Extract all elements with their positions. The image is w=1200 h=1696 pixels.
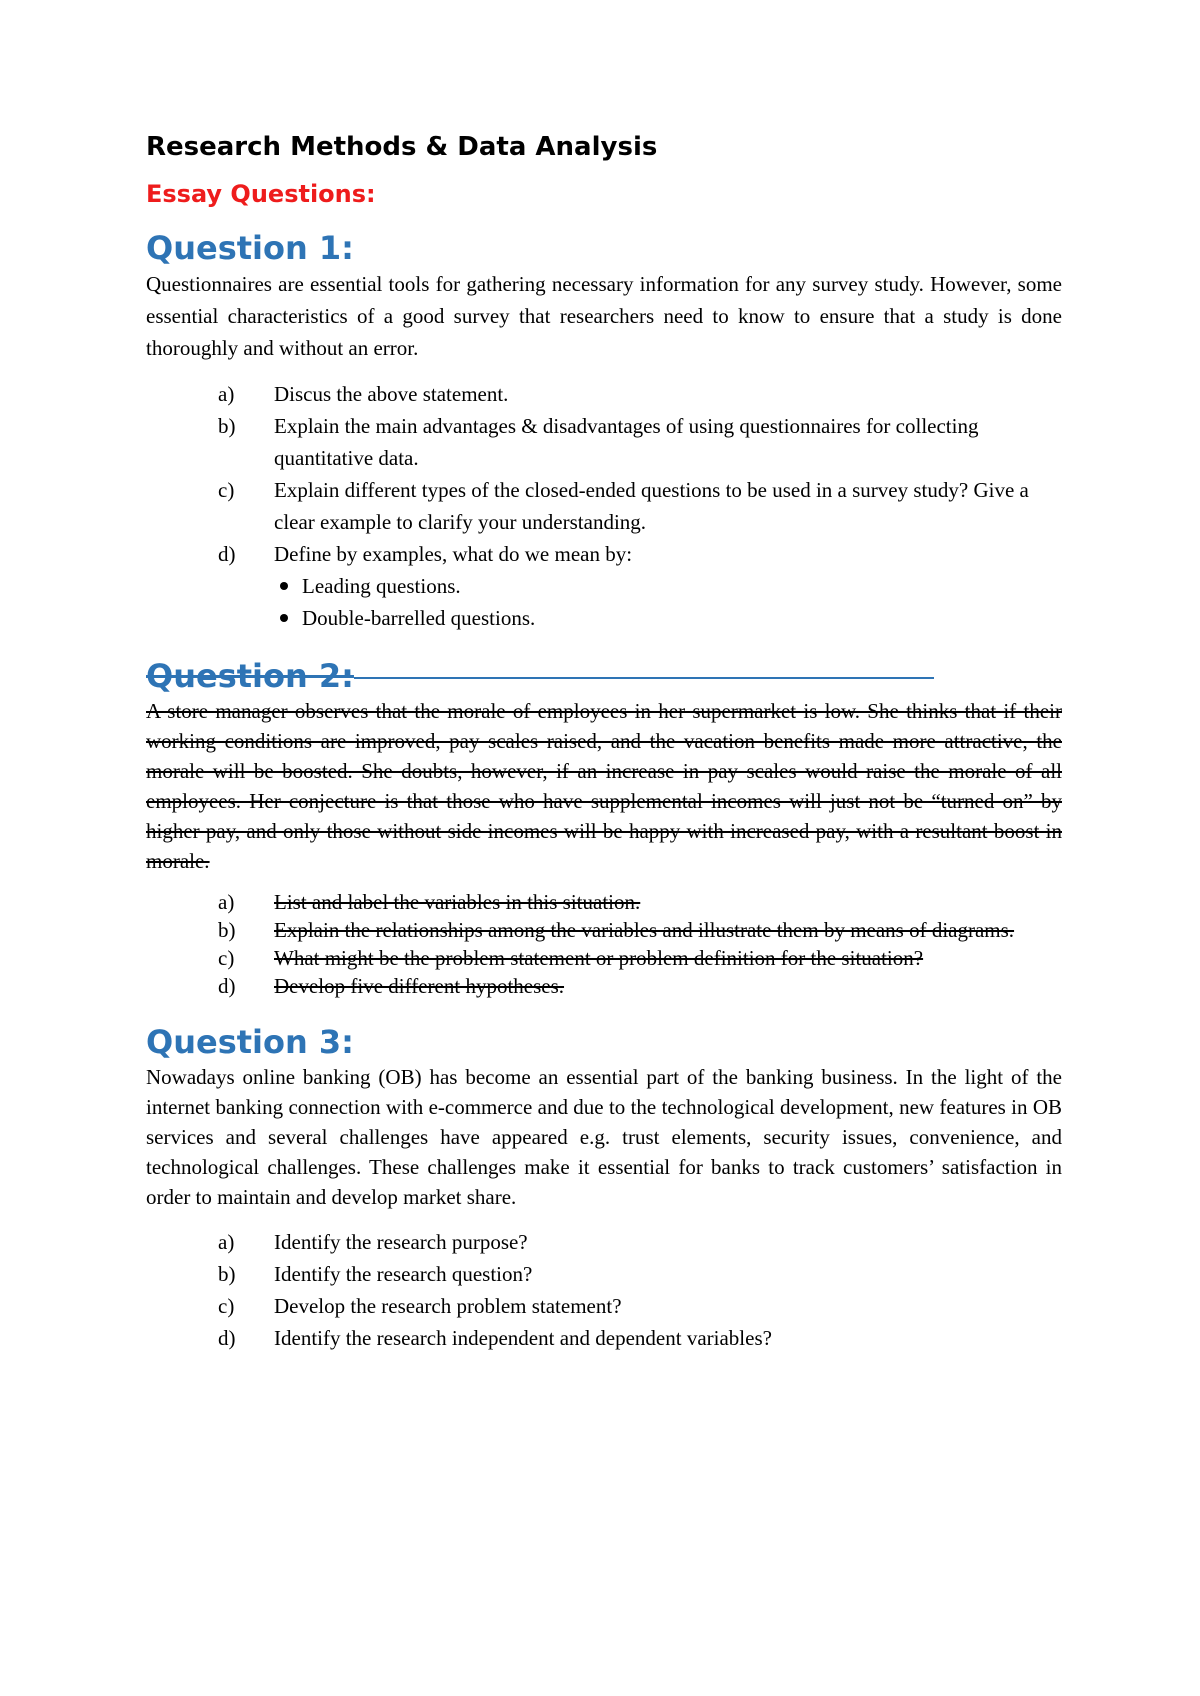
list-item-text: Develop the research problem statement?: [274, 1294, 622, 1318]
list-marker: a): [218, 890, 235, 914]
list-item: [146, 888, 1062, 916]
question-3-section: [146, 1022, 1062, 1354]
heading-strike-line: [354, 677, 934, 679]
list-item: [146, 944, 1062, 972]
list-item-text: List and label the variables in this situation.: [274, 890, 641, 914]
question-2-list: [146, 888, 1062, 1000]
list-marker: d): [218, 542, 236, 566]
question-3-list: [146, 1226, 1062, 1354]
list-item-text: Explain the main advantages & disadvantages of using questionnaires for collecting quantitative data.: [274, 414, 979, 470]
list-item-text: Explain different types of the closed-ended questions to be used in a survey study? Give a clear example to clarify your understanding.: [274, 478, 1029, 534]
list-marker: c): [218, 1294, 235, 1318]
list-marker: d): [218, 974, 236, 998]
question-2-section: [146, 656, 1062, 1000]
list-item: [146, 1290, 1062, 1322]
list-item-text: Develop five different hypotheses.: [274, 974, 565, 998]
essay-questions-subtitle: Essay Questions:: [146, 180, 376, 208]
question-2-heading-text: Question 2:: [146, 657, 354, 695]
list-item: [146, 916, 1062, 944]
question-1-bullets: [146, 570, 1062, 634]
question-1-section: [146, 228, 1062, 634]
list-item: [146, 1322, 1062, 1354]
bullet-item: [146, 602, 1062, 634]
list-item-text: Discus the above statement.: [274, 382, 509, 406]
question-2-heading: [146, 656, 1062, 696]
list-item: [146, 378, 1062, 410]
bullet-icon: [280, 582, 288, 590]
list-marker: a): [218, 1230, 235, 1254]
document-page: [146, 130, 1062, 1354]
question-1-list: [146, 378, 1062, 570]
list-item-text: Define by examples, what do we mean by:: [274, 542, 633, 566]
document-title: Research Methods & Data Analysis: [146, 132, 658, 162]
bullet-item: [146, 570, 1062, 602]
question-1-heading: Question 1:: [146, 229, 354, 267]
bullet-icon: [280, 614, 288, 622]
list-marker: a): [218, 382, 235, 406]
bullet-text: Double-barrelled questions.: [302, 606, 536, 630]
list-item-text: Identify the research independent and dependent variables?: [274, 1326, 772, 1350]
list-item: [146, 1258, 1062, 1290]
list-item-text: What might be the problem statement or problem definition for the situation?: [274, 946, 924, 970]
list-marker: b): [218, 1262, 236, 1286]
question-2-body: A store manager observes that the morale of employees in her supermarket is low. She thinks that if their working conditions are improved, pay scales raised, and the vacation benefits made more attractive, the morale will be boosted. She doubts, however, if an increase in pay scales would raise the morale of all employees. Her conjecture is that those who have supplemental incomes will just not be “turned on” by higher pay, and only those without side incomes will be happy with increased pay, with a resultant boost in morale.: [146, 699, 1062, 873]
list-item: [146, 1226, 1062, 1258]
list-marker: b): [218, 414, 236, 438]
question-1-body: Questionnaires are essential tools for gathering necessary information for any survey study. However, some essential characteristics of a good survey that researchers need to know to ensure that a study is done thoroughly and without an error.: [146, 272, 1062, 360]
list-item: [146, 474, 1062, 538]
list-marker: d): [218, 1326, 236, 1350]
list-item: [146, 972, 1062, 1000]
list-marker: c): [218, 946, 235, 970]
bullet-text: Leading questions.: [302, 574, 461, 598]
list-item: [146, 410, 1062, 474]
list-item-text: Identify the research purpose?: [274, 1230, 528, 1254]
question-3-body: Nowadays online banking (OB) has become an essential part of the banking business. In the light of the internet banking connection with e-commerce and due to the technological development, new features in OB services and several challenges have appeared e.g. trust elements, security issues, convenience, and technological challenges. These challenges make it essential for banks to track customers’ satisfaction in order to maintain and develop market share.: [146, 1065, 1062, 1209]
list-item-text: Identify the research question?: [274, 1262, 533, 1286]
question-3-heading: Question 3:: [146, 1023, 354, 1061]
list-marker: c): [218, 478, 235, 502]
list-marker: b): [218, 918, 236, 942]
list-item-text: Explain the relationships among the variables and illustrate them by means of diagrams.: [274, 918, 1015, 942]
list-item: [146, 538, 1062, 570]
